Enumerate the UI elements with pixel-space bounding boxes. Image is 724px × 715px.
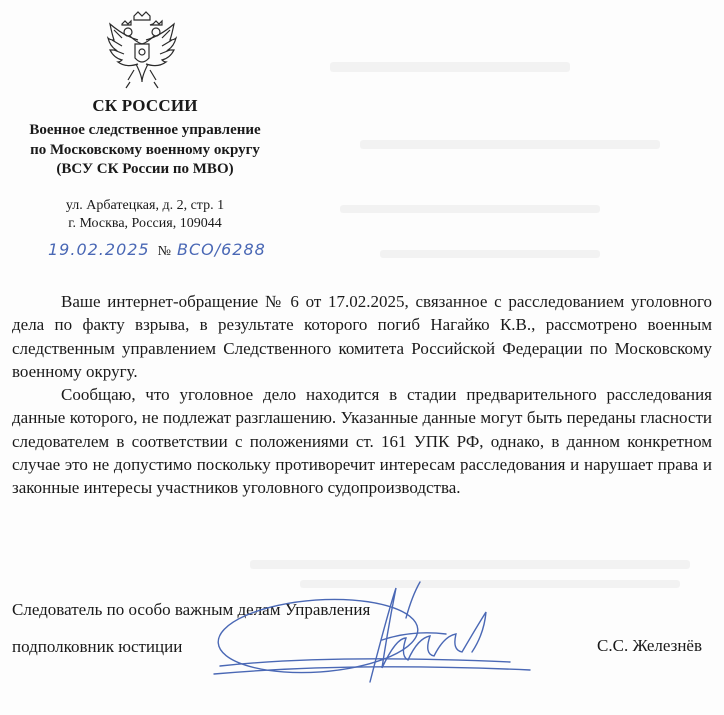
signer-position: Следователь по особо важным делам Управления xyxy=(12,600,371,619)
double-headed-eagle-emblem-icon xyxy=(104,10,180,92)
bleed-through xyxy=(340,205,600,213)
address-line2: г. Москва, Россия, 109044 xyxy=(68,216,222,231)
body-paragraph: Сообщаю, что уголовное дело находится в стадии предварительного расследования данные которого, не подлежат разглашению. Указанные данные могут быть переданы гласности следователем в соответствии с положениями ст. 161 УПК РФ, однако, в данном конкретном случае это не допустимо поскольку противоречит интересам расследования и нарушает права и законные интересы участников уголовного судопроизводства. xyxy=(12,385,712,498)
signer-name: С.С. Железнёв xyxy=(597,636,702,655)
registration-date: 19.02.2025 xyxy=(48,240,150,259)
bleed-through xyxy=(330,62,570,72)
body-paragraph: Ваше интернет-обращение № 6 от 17.02.2025, связанное с расследованием уголовного дела по факту взрыва, в результате которого погиб Нагайко К.В., рассмотрено военным следственным управлением Следственного комитета Российской Федерации по Московскому военному округу. xyxy=(12,292,712,381)
registration-line xyxy=(48,240,266,266)
registration-number: ВСО/6288 xyxy=(176,240,266,259)
org-abbreviation: (ВСУ СК России по МВО) xyxy=(56,161,234,177)
address-line1: ул. Арбатецкая, д. 2, стр. 1 xyxy=(65,198,225,213)
org-name-line2: по Московскому военному округу xyxy=(30,142,260,158)
bleed-through xyxy=(360,140,660,149)
bleed-through xyxy=(250,560,690,569)
handwritten-signature xyxy=(210,570,540,710)
org-short-name: СК РОССИИ xyxy=(92,96,198,115)
signer-rank: подполковник юстиции xyxy=(12,637,183,656)
bleed-through xyxy=(300,580,680,588)
bleed-through xyxy=(380,250,600,258)
org-name-line1: Военное следственное управление xyxy=(29,122,261,138)
number-sign: № xyxy=(157,244,171,259)
letter-body xyxy=(12,290,712,500)
